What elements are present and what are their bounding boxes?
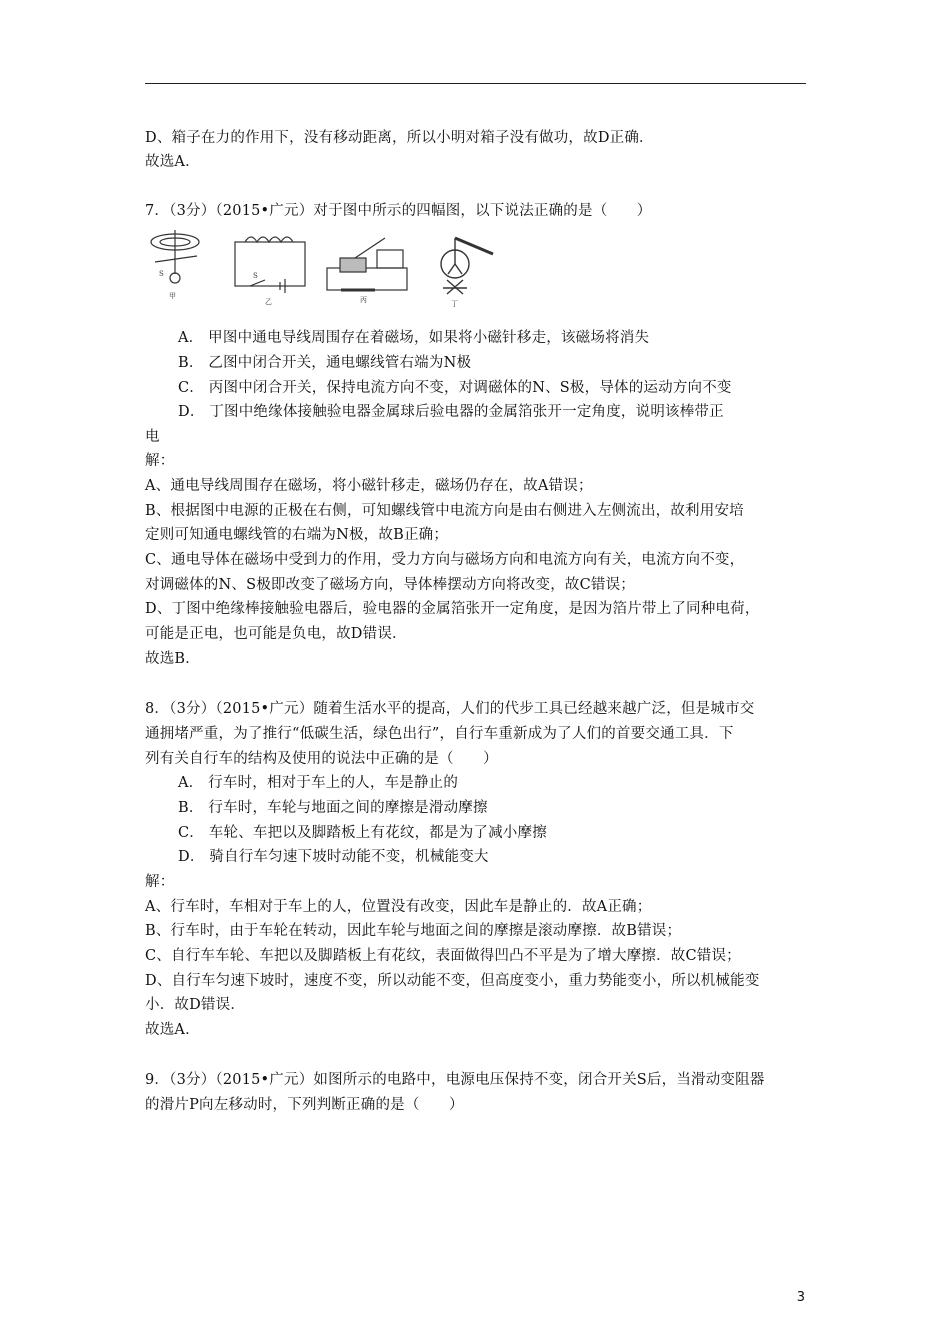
figure-yi bbox=[235, 237, 305, 306]
q8-solution-line: B、行车时，由于车轮在转动，因此车轮与地面之间的摩擦是滚动摩擦．故B错误； bbox=[145, 923, 682, 939]
q8-option-d: D． 骑自行车匀速下坡时动能不变，机械能变大 bbox=[178, 849, 489, 865]
q7-figure bbox=[145, 228, 505, 310]
q8-stem-line: 8．（3分）（2015•广元）随着生活水平的提高，人们的代步工具已经越来越广泛，但是城市交 bbox=[145, 701, 755, 717]
q8-option-c: C． 车轮、车把以及脚踏板上有花纹，都是为了减小摩擦 bbox=[178, 825, 547, 841]
q7-option-c: C． 丙图中闭合开关，保持电流方向不变，对调磁体的N、S极，导体的运动方向不变 bbox=[178, 380, 732, 396]
q8-solution-label: 解： bbox=[145, 874, 175, 890]
q8-option-b: B． 行车时，车轮与地面之间的摩擦是滑动摩擦 bbox=[178, 800, 488, 816]
svg-text:S: S bbox=[159, 270, 164, 278]
q9-stem-line: 9．（3分）（2015•广元）如图所示的电路中，电源电压保持不变，闭合开关S后，当滑动变阻器 bbox=[145, 1072, 765, 1088]
q7-solution-line: B、根据图中电源的正极在右侧，可知螺线管中电流方向是由右侧进入左侧流出，故利用安培 bbox=[145, 503, 744, 519]
figure-label-bing: 丙 bbox=[360, 296, 367, 304]
q7-option-a: A． 甲图中通电导线周围存在着磁场，如果将小磁针移走，该磁场将消失 bbox=[178, 330, 650, 346]
q7-solution-line: C、通电导体在磁场中受到力的作用，受力方向与磁场方向和电流方向有关，电流方向不变， bbox=[145, 552, 745, 568]
q8-solution-line: D、自行车匀速下坡时，速度不变，所以动能不变，但高度变小，重力势能变小，所以机械能变 bbox=[145, 973, 760, 989]
q8-answer: 故选A． bbox=[145, 1022, 200, 1038]
q7-solution-line: A、通电导线周围存在磁场，将小磁针移走，磁场仍存在，故A错误； bbox=[145, 478, 593, 494]
figure-jia bbox=[151, 230, 199, 300]
q7-answer: 故选B． bbox=[145, 651, 200, 667]
page-number: 3 bbox=[796, 1290, 805, 1305]
q8-stem-line: 列有关自行车的结构及使用的说法中正确的是（ ） bbox=[145, 751, 498, 767]
figure-label-jia: 甲 bbox=[169, 292, 176, 300]
figure-label-yi: 乙 bbox=[265, 298, 272, 306]
q7-solution-line: 定则可知通电螺线管的右端为N极，故B正确； bbox=[145, 527, 449, 543]
q7-stem: 7．（3分）（2015•广元）对于图中所示的四幅图，以下说法正确的是（ ） bbox=[145, 203, 652, 219]
q7-solution-line: 对调磁体的N、S极即改变了磁场方向，导体棒摆动方向将改变，故C错误； bbox=[145, 577, 636, 593]
q8-solution-line: A、行车时，车相对于车上的人，位置没有改变，因此车是静止的．故A正确； bbox=[145, 899, 652, 915]
q8-stem-line: 通拥堵严重，为了推行“低碳生活，绿色出行”，自行车重新成为了人们的首要交通工具．下 bbox=[145, 726, 734, 742]
q9-stem-line: 的滑片P向左移动时，下列判断正确的是（ ） bbox=[145, 1097, 464, 1113]
q7-solution-label: 解： bbox=[145, 453, 175, 469]
figure-bing bbox=[327, 238, 407, 304]
figure-ding bbox=[441, 238, 493, 308]
header-rule bbox=[145, 83, 806, 84]
q7-option-d: D． 丁图中绝缘体接触验电器金属球后验电器的金属箔张开一定角度，说明该棒带正 bbox=[178, 404, 724, 420]
q7-option-b: B． 乙图中闭合开关，通电螺线管右端为N极 bbox=[178, 355, 472, 371]
prev-answer: 故选A． bbox=[145, 154, 200, 170]
q8-solution-line: C、自行车车轮、车把以及脚踏板上有花纹，表面做得凹凸不平是为了增大摩擦．故C错误； bbox=[145, 948, 741, 964]
figure-label-ding: 丁 bbox=[451, 300, 458, 308]
q7-option-d-cont: 电 bbox=[145, 429, 160, 445]
q7-solution-line: 可能是正电，也可能是负电，故D错误． bbox=[145, 626, 407, 642]
prev-solution-d: D、箱子在力的作用下，没有移动距离，所以小明对箱子没有做功，故D正确． bbox=[145, 130, 654, 146]
svg-text:S: S bbox=[253, 272, 258, 280]
q7-solution-line: D、丁图中绝缘棒接触验电器后，验电器的金属箔张开一定角度，是因为箔片带上了同种电荷， bbox=[145, 601, 760, 617]
q8-option-a: A． 行车时，相对于车上的人，车是静止的 bbox=[178, 775, 459, 791]
q8-solution-line: 小．故D错误． bbox=[145, 997, 246, 1013]
